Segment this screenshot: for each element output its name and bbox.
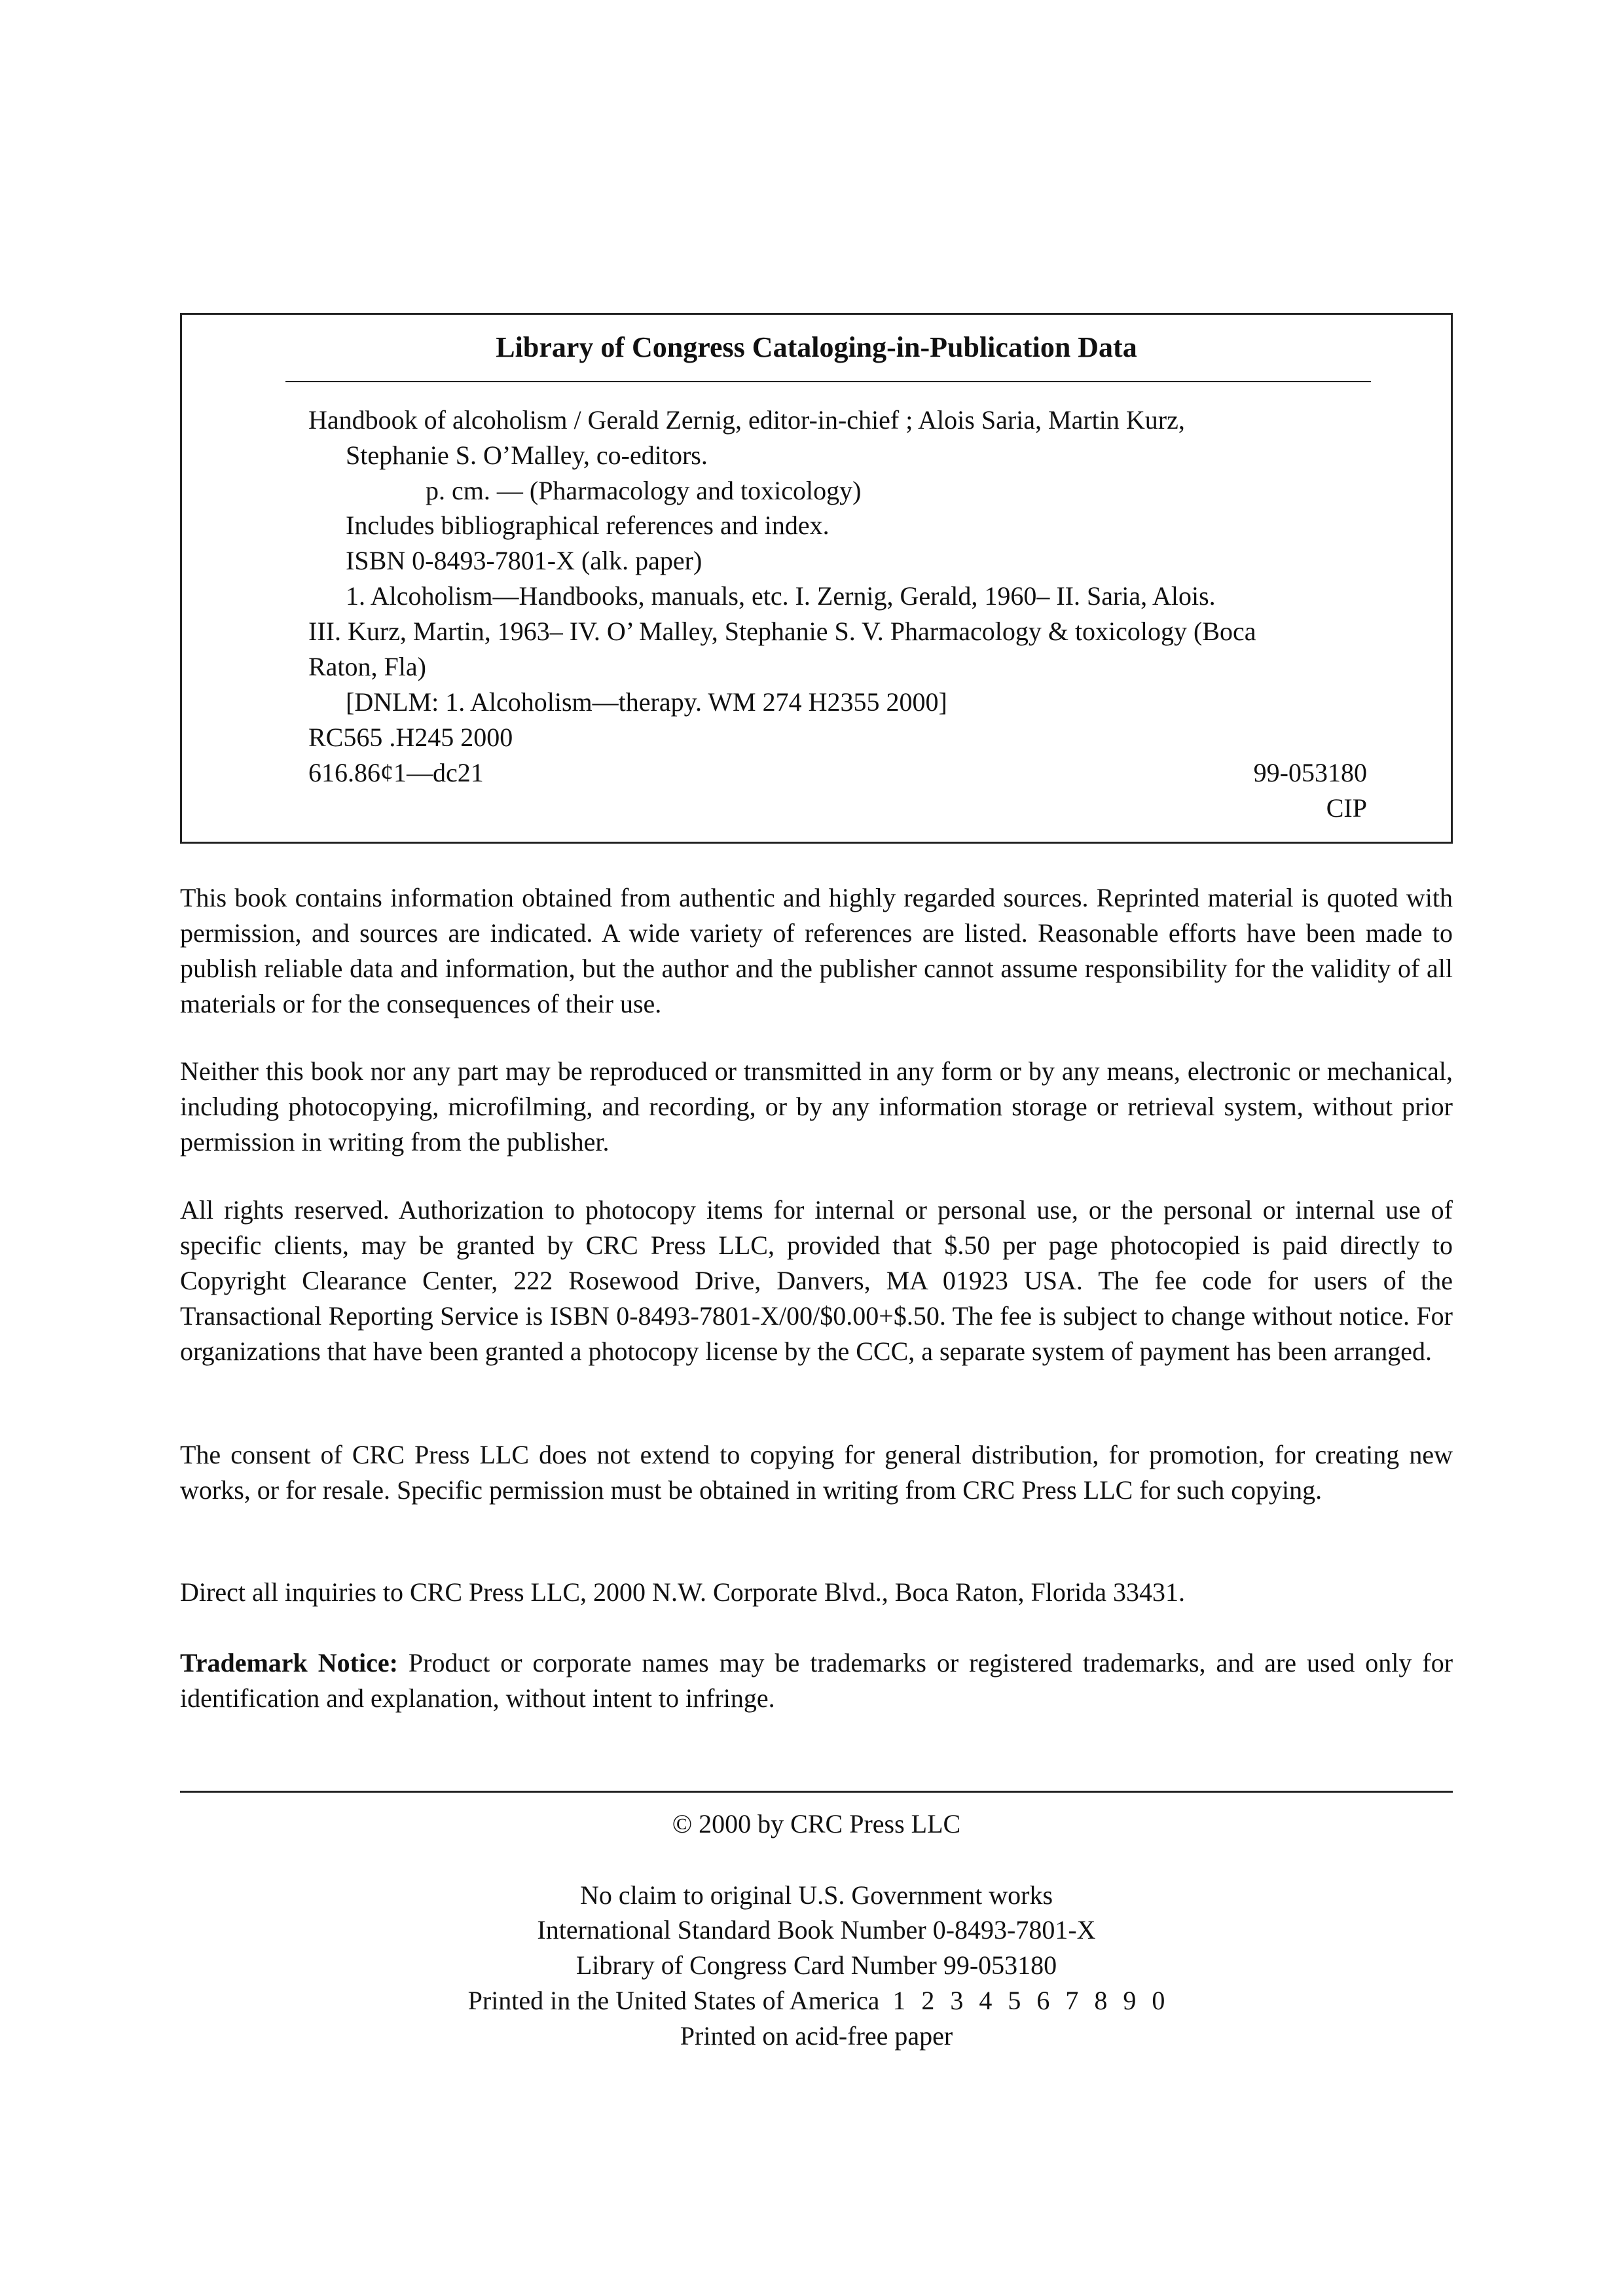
cip-line-9: [DNLM: 1. Alcoholism—therapy. WM 274 H2355 2000] <box>346 687 947 717</box>
cip-line-8: Raton, Fla) <box>308 652 426 681</box>
printed-in-text: Printed in the United States of America <box>467 1986 880 2015</box>
paragraph-inquiries <box>180 1575 1453 1610</box>
cip-line-3: p. cm. — (Pharmacology and toxicology) <box>426 476 862 505</box>
trademark-label: Trademark Notice: <box>180 1648 398 1677</box>
cip-line-7: III. Kurz, Martin, 1963– IV. O’ Malley, Stephanie S. V. Pharmacology & toxicology (Boca <box>308 617 1256 646</box>
cip-title-rule <box>285 381 1371 382</box>
cip-label: CIP <box>1326 793 1367 823</box>
cip-title: Library of Congress Cataloging-in-Publication Data <box>496 331 1137 363</box>
cip-class-number: 616.86¢1—dc21 <box>308 758 484 787</box>
cip-line-1: Handbook of alcoholism / Gerald Zernig, editor-in-chief ; Alois Saria, Martin Kurz, <box>308 405 1185 435</box>
isbn-line: International Standard Book Number 0-8493-7801-X <box>537 1915 1096 1945</box>
copyright-line: © 2000 by CRC Press LLC <box>672 1809 961 1839</box>
paragraph-consent <box>180 1437 1453 1508</box>
paragraph-sources <box>180 880 1453 1022</box>
paragraph-rights <box>180 1193 1453 1369</box>
printed-in-line <box>180 1984 1453 2018</box>
paragraph-inquiries-text: Direct all inquiries to CRC Press LLC, 2000 N.W. Corporate Blvd., Boca Raton, Florida 33431. <box>180 1577 1186 1607</box>
paragraph-reproduction <box>180 1054 1453 1160</box>
cip-data-box <box>180 313 1453 844</box>
paragraph-trademark <box>180 1645 1453 1716</box>
cip-lccn: 99-053180 <box>1253 758 1367 787</box>
footer-rule <box>180 1791 1453 1793</box>
cip-line-2: Stephanie S. O’Malley, co-editors. <box>346 440 708 470</box>
cip-line-10: RC565 .H245 2000 <box>308 723 513 752</box>
acid-free-line: Printed on acid-free paper <box>680 2021 953 2051</box>
paragraph-sources-text: This book contains information obtained from authentic and highly regarded sources. Reprinted material is quoted with permission, and sources are indicated. A wide variety of references are listed. Reasonable efforts have been made to publish reliable data and information, but the author and the publisher cannot assume responsibility for the validity of all materials or for the consequences of their use. <box>180 883 1453 1018</box>
trademark-text: Product or corporate names may be trademarks or registered trademarks, and are used only for identification and explanation, without intent to infringe. <box>180 1648 1453 1713</box>
no-claim-line: No claim to original U.S. Government works <box>579 1880 1053 1910</box>
cip-line-6: 1. Alcoholism—Handbooks, manuals, etc. I. Zernig, Gerald, 1960– II. Saria, Alois. <box>346 581 1216 611</box>
paragraph-consent-text: The consent of CRC Press LLC does not extend to copying for general distribution, for promotion, for creating new works, or for resale. Specific permission must be obtained in writing from CRC Press LLC for such copying. <box>180 1440 1453 1505</box>
paragraph-rights-text: All rights reserved. Authorization to photocopy items for internal or personal use, or the personal or internal use of specific clients, may be granted by CRC Press LLC, provided that $.50 per page photocopied is paid directly to Copyright Clearance Center, 222 Rosewood Drive, Danvers, MA 01923 USA. The fee code for users of the Transactional Reporting Service is ISBN 0-8493-7801-X/00/$0.00+$.50. The fee is subject to change without notice. For organizations that have been granted a photocopy license by the CCC, a separate system of payment has been arranged. <box>180 1195 1453 1366</box>
lccn-line: Library of Congress Card Number 99-053180 <box>575 1950 1057 1980</box>
paragraph-reproduction-text: Neither this book nor any part may be reproduced or transmitted in any form or by any means, electronic or mechanical, including photocopying, microfilming, and recording, or by any information storage or retrieval system, without prior permission in writing from the publisher. <box>180 1056 1453 1157</box>
cip-line-4: Includes bibliographical references and index. <box>346 511 830 540</box>
cip-line-5: ISBN 0-8493-7801-X (alk. paper) <box>346 546 702 575</box>
print-line-digits: 1 2 3 4 5 6 7 8 9 0 <box>892 1986 1165 2015</box>
